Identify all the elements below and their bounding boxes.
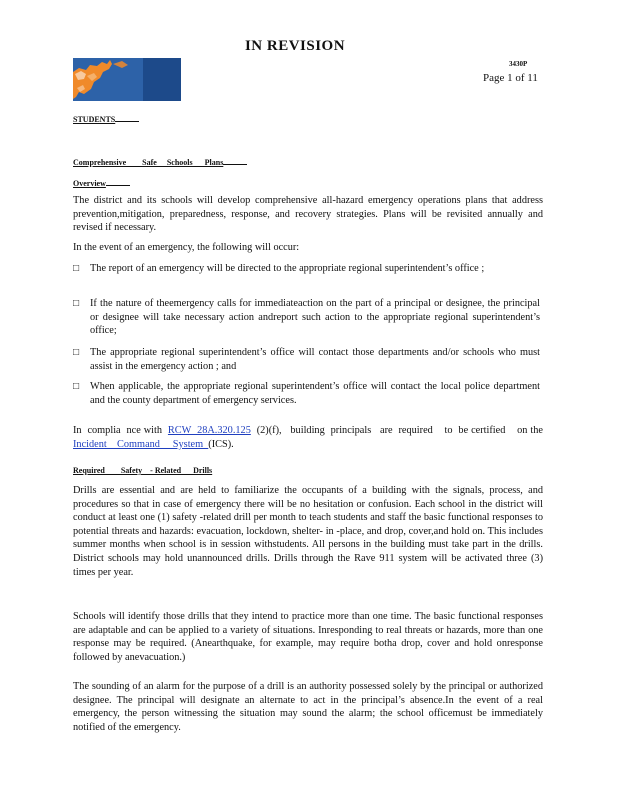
drills-paragraph-2: Schools will identify those drills that they intend to practice more than one time. The basic functional responses are adaptable and can be applied to a variety of situations. Inresponding to real threats or hazards, more than one response may be required. (Anearthquake, for example, may require botha drop, cover and hold onresponse followed by anevacuation.) bbox=[73, 611, 543, 663]
checkbox-bullet-icon: □ bbox=[73, 263, 80, 274]
list-item bbox=[73, 346, 543, 374]
overview-paragraph-1: The district and its schools will develop comprehensive all-hazard emergency operations plans that address prevention,mitigation, preparedness, response, and recovery strategies. Plans will be revisited annually and revised if necessary. bbox=[73, 195, 543, 234]
compliance-text-middle: (2)(f), building principals are required to be certified on the bbox=[250, 425, 549, 436]
drills-heading-text: Required Safety - Related Drills bbox=[73, 466, 213, 475]
compliance-text-start: In complia nce with bbox=[73, 425, 168, 436]
list-item bbox=[73, 380, 543, 408]
policy-number: 3430P bbox=[509, 60, 528, 68]
list-item-text: The report of an emergency will be directed to the appropriate regional superintendent’s office ; bbox=[90, 263, 485, 274]
list-item bbox=[73, 297, 543, 339]
list-item-text: When applicable, the appropriate regional superintendent’s office will contact the local police department and the county department of emergency services. bbox=[90, 381, 540, 406]
section-label-text: STUDENTS bbox=[73, 115, 116, 124]
list-item-text: The appropriate regional superintendent’s office will contact those departments and/or schools who must assist in the emergency action ; and bbox=[90, 347, 540, 372]
policy-title-text: Comprehensive Safe Schools Plans bbox=[73, 158, 224, 167]
drills-paragraph-3: The sounding of an alarm for the purpose of a drill is an authority possessed solely by the principal or authorized designee. The principal will designate an alternate to act in the principal’s absence.In the event of a real emergency, the person witnessing the situation may sound the alarm; the school officemust be immediately notified of the emergency. bbox=[73, 681, 543, 733]
overview-heading bbox=[73, 179, 130, 188]
compliance-text-end: (ICS). bbox=[208, 438, 234, 450]
drills-paragraph-1: Drills are essential and are held to familiarize the occupants of a building with the signals, process, and procedures so that in case of emergency there will be no hesitation or confusion. Each school in the district will conduct at least one (1) safety -related drill per month to teach students and staff the basic functional responses to potential threats and hazards: evacuation, lockdown, shelter- in -place, and drop, cover,and hold on. This includes summer months when school is in session withstudents. All persons in the building must take part in the drills. District schools may hold unannounced drills. Drills through the Rave 911 system will be activated three (3) times per year. bbox=[73, 485, 543, 578]
document-status-title: IN REVISION bbox=[244, 38, 346, 54]
list-item bbox=[73, 262, 543, 290]
checkbox-bullet-icon: □ bbox=[73, 381, 80, 392]
compliance-paragraph bbox=[73, 424, 549, 451]
district-logo bbox=[73, 58, 181, 101]
checkbox-bullet-icon: □ bbox=[73, 347, 80, 358]
list-item-text: If the nature of theemergency calls for immediateaction on the part of a principal or designee, the principal or designee will take necessary action andreport such action to the appropriate regional superintendent’s office; bbox=[90, 298, 540, 337]
section-label bbox=[73, 115, 139, 124]
drills-heading bbox=[73, 466, 212, 475]
policy-title bbox=[73, 158, 247, 167]
overview-heading-text: Overview bbox=[73, 179, 106, 188]
overview-paragraph-2: In the event of an emergency, the following will occur: bbox=[73, 242, 300, 253]
checkbox-bullet-icon: □ bbox=[73, 298, 80, 309]
rcw-link[interactable]: RCW 28A.320.125 bbox=[167, 425, 251, 436]
ics-link[interactable]: Incident Command System bbox=[73, 438, 209, 450]
page-indicator: Page 1 of 11 bbox=[483, 72, 538, 84]
